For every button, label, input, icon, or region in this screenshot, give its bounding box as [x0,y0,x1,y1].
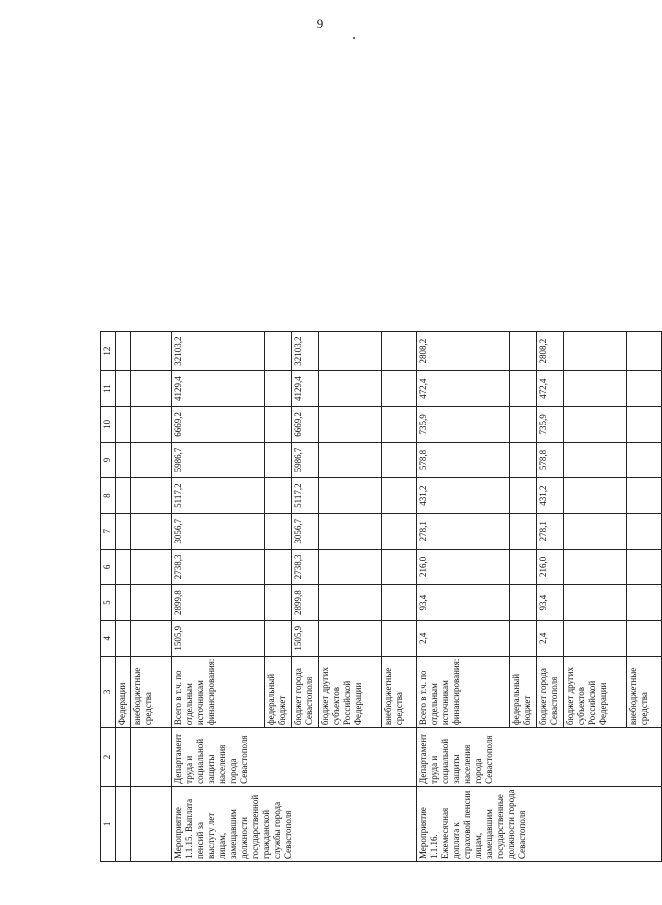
value-cell: 5986,7 [172,442,265,478]
value-cell: 93,4 [537,585,564,621]
executor-name: Департамент труда и социальной защиты населения города Севастополя [172,728,417,787]
page-number: 9 [316,16,324,31]
value-cell: 216,0 [537,549,564,585]
value-cell: 6669,2 [292,406,319,442]
column-number: 12 [101,332,116,371]
value-cell [510,371,537,407]
source-row [417,332,510,862]
source-cell: бюджет других субъектов Российской Федерации [564,656,627,727]
value-cell [510,620,537,656]
financing-table [100,331,662,862]
value-cell [131,513,172,549]
value-cell [382,332,417,371]
value-cell [116,406,131,442]
value-cell [510,406,537,442]
value-cell [319,442,382,478]
value-cell [564,585,627,621]
value-cell [116,478,131,513]
value-cell [319,620,382,656]
value-cell [627,585,662,621]
value-cell [627,332,662,371]
value-cell: 431,2 [537,478,564,513]
column-number: 2 [101,728,116,787]
value-cell [319,585,382,621]
value-cell: 2738,3 [172,549,265,585]
value-cell [510,478,537,513]
value-cell [319,478,382,513]
rotated-table-wrapper [100,331,662,862]
value-cell [564,332,627,371]
source-cell: бюджет города Севастополя [537,656,564,727]
column-number: 7 [101,513,116,549]
value-cell [564,442,627,478]
source-cell: бюджет других субъектов Российской Федерации [319,656,382,727]
value-cell [382,371,417,407]
value-cell [131,549,172,585]
value-cell [510,442,537,478]
value-cell: 4129,4 [292,371,319,407]
continuation-row [116,332,131,862]
value-cell [319,406,382,442]
value-cell: 1505,9 [172,620,265,656]
value-cell [510,332,537,371]
empty-cell [131,786,172,861]
column-number: 10 [101,406,116,442]
value-cell [319,332,382,371]
value-cell [382,620,417,656]
value-cell: 93,4 [417,585,510,621]
value-cell: 32103,2 [172,332,265,371]
table-body [101,332,662,862]
value-cell [116,585,131,621]
value-cell [627,406,662,442]
value-cell [627,513,662,549]
column-number: 1 [101,786,116,861]
value-cell [382,406,417,442]
source-cell: внебюджетные средства [382,656,417,727]
value-cell [382,442,417,478]
value-cell: 216,0 [417,549,510,585]
column-number: 8 [101,478,116,513]
value-cell: 32103,2 [292,332,319,371]
value-cell [265,549,292,585]
value-cell: 5117,2 [172,478,265,513]
source-cell: внебюджетные средства [131,656,172,727]
value-cell: 4129,4 [172,371,265,407]
value-cell: 2899,8 [292,585,319,621]
value-cell [382,549,417,585]
value-cell: 278,1 [417,513,510,549]
value-cell: 278,1 [537,513,564,549]
column-number: 6 [101,549,116,585]
value-cell [510,549,537,585]
value-cell: 2899,8 [172,585,265,621]
value-cell [564,513,627,549]
value-cell [131,371,172,407]
value-cell: 735,9 [417,406,510,442]
value-cell [131,585,172,621]
value-cell [627,478,662,513]
source-cell: федеральный бюджет [265,656,292,727]
value-cell: 2808,2 [417,332,510,371]
value-cell [319,513,382,549]
empty-cell [116,786,131,861]
value-cell [382,585,417,621]
value-cell [116,332,131,371]
value-cell: 5986,7 [292,442,319,478]
value-cell: 472,4 [417,371,510,407]
header-row [101,332,116,862]
value-cell [265,620,292,656]
value-cell: 5117,2 [292,478,319,513]
empty-cell [131,728,172,787]
value-cell [116,620,131,656]
measure-name: Мероприятие 1.1.16. Ежемесячная доплата к страховой пенсии лицам, замещавшим государственные должности города Севастополя [417,786,662,861]
source-cell: Всего в т.ч. по отдельным источникам финансирования: [417,656,510,727]
value-cell: 578,8 [417,442,510,478]
source-cell: Федерации [116,656,131,727]
empty-cell [116,728,131,787]
value-cell: 735,9 [537,406,564,442]
value-cell [564,549,627,585]
value-cell [131,442,172,478]
value-cell [265,478,292,513]
value-cell [116,513,131,549]
source-cell: Всего в т.ч. по отдельным источникам финансирования: [172,656,265,727]
value-cell: 472,4 [537,371,564,407]
value-cell [131,332,172,371]
value-cell: 3056,7 [172,513,265,549]
value-cell [627,549,662,585]
value-cell: 3056,7 [292,513,319,549]
value-cell [564,620,627,656]
continuation-row [131,332,172,862]
value-cell [564,406,627,442]
value-cell [564,478,627,513]
source-cell: бюджет города Севастополя [292,656,319,727]
column-number: 3 [101,656,116,727]
source-cell: внебюджетные средства [627,656,662,727]
value-cell [510,585,537,621]
value-cell [627,620,662,656]
source-cell: федеральный бюджет [510,656,537,727]
value-cell [510,513,537,549]
column-number: 5 [101,585,116,621]
value-cell [116,442,131,478]
value-cell [265,406,292,442]
scan-speck [353,37,355,39]
value-cell [382,478,417,513]
measure-name: Мероприятие 1.1.15. Выплата пенсий за выслугу лет лицам, замещавшим должности государственной гражданской службы города Севастополя [172,786,417,861]
value-cell [131,620,172,656]
value-cell: 1505,9 [292,620,319,656]
value-cell: 2738,3 [292,549,319,585]
column-number: 11 [101,371,116,407]
executor-name: Департамент труда и социальной защиты населения города Севастополя [417,728,662,787]
value-cell: 2808,2 [537,332,564,371]
value-cell [382,513,417,549]
value-cell [116,549,131,585]
value-cell [319,371,382,407]
value-cell: 578,8 [537,442,564,478]
value-cell: 2,4 [417,620,510,656]
value-cell: 2,4 [537,620,564,656]
column-number: 4 [101,620,116,656]
value-cell [627,442,662,478]
value-cell [265,332,292,371]
value-cell [265,585,292,621]
value-cell [265,442,292,478]
value-cell [131,406,172,442]
value-cell: 6669,2 [172,406,265,442]
value-cell [627,371,662,407]
source-row [172,332,265,862]
value-cell [265,513,292,549]
value-cell [116,371,131,407]
value-cell [564,371,627,407]
column-number: 9 [101,442,116,478]
value-cell: 431,2 [417,478,510,513]
value-cell [265,371,292,407]
value-cell [131,478,172,513]
value-cell [319,549,382,585]
